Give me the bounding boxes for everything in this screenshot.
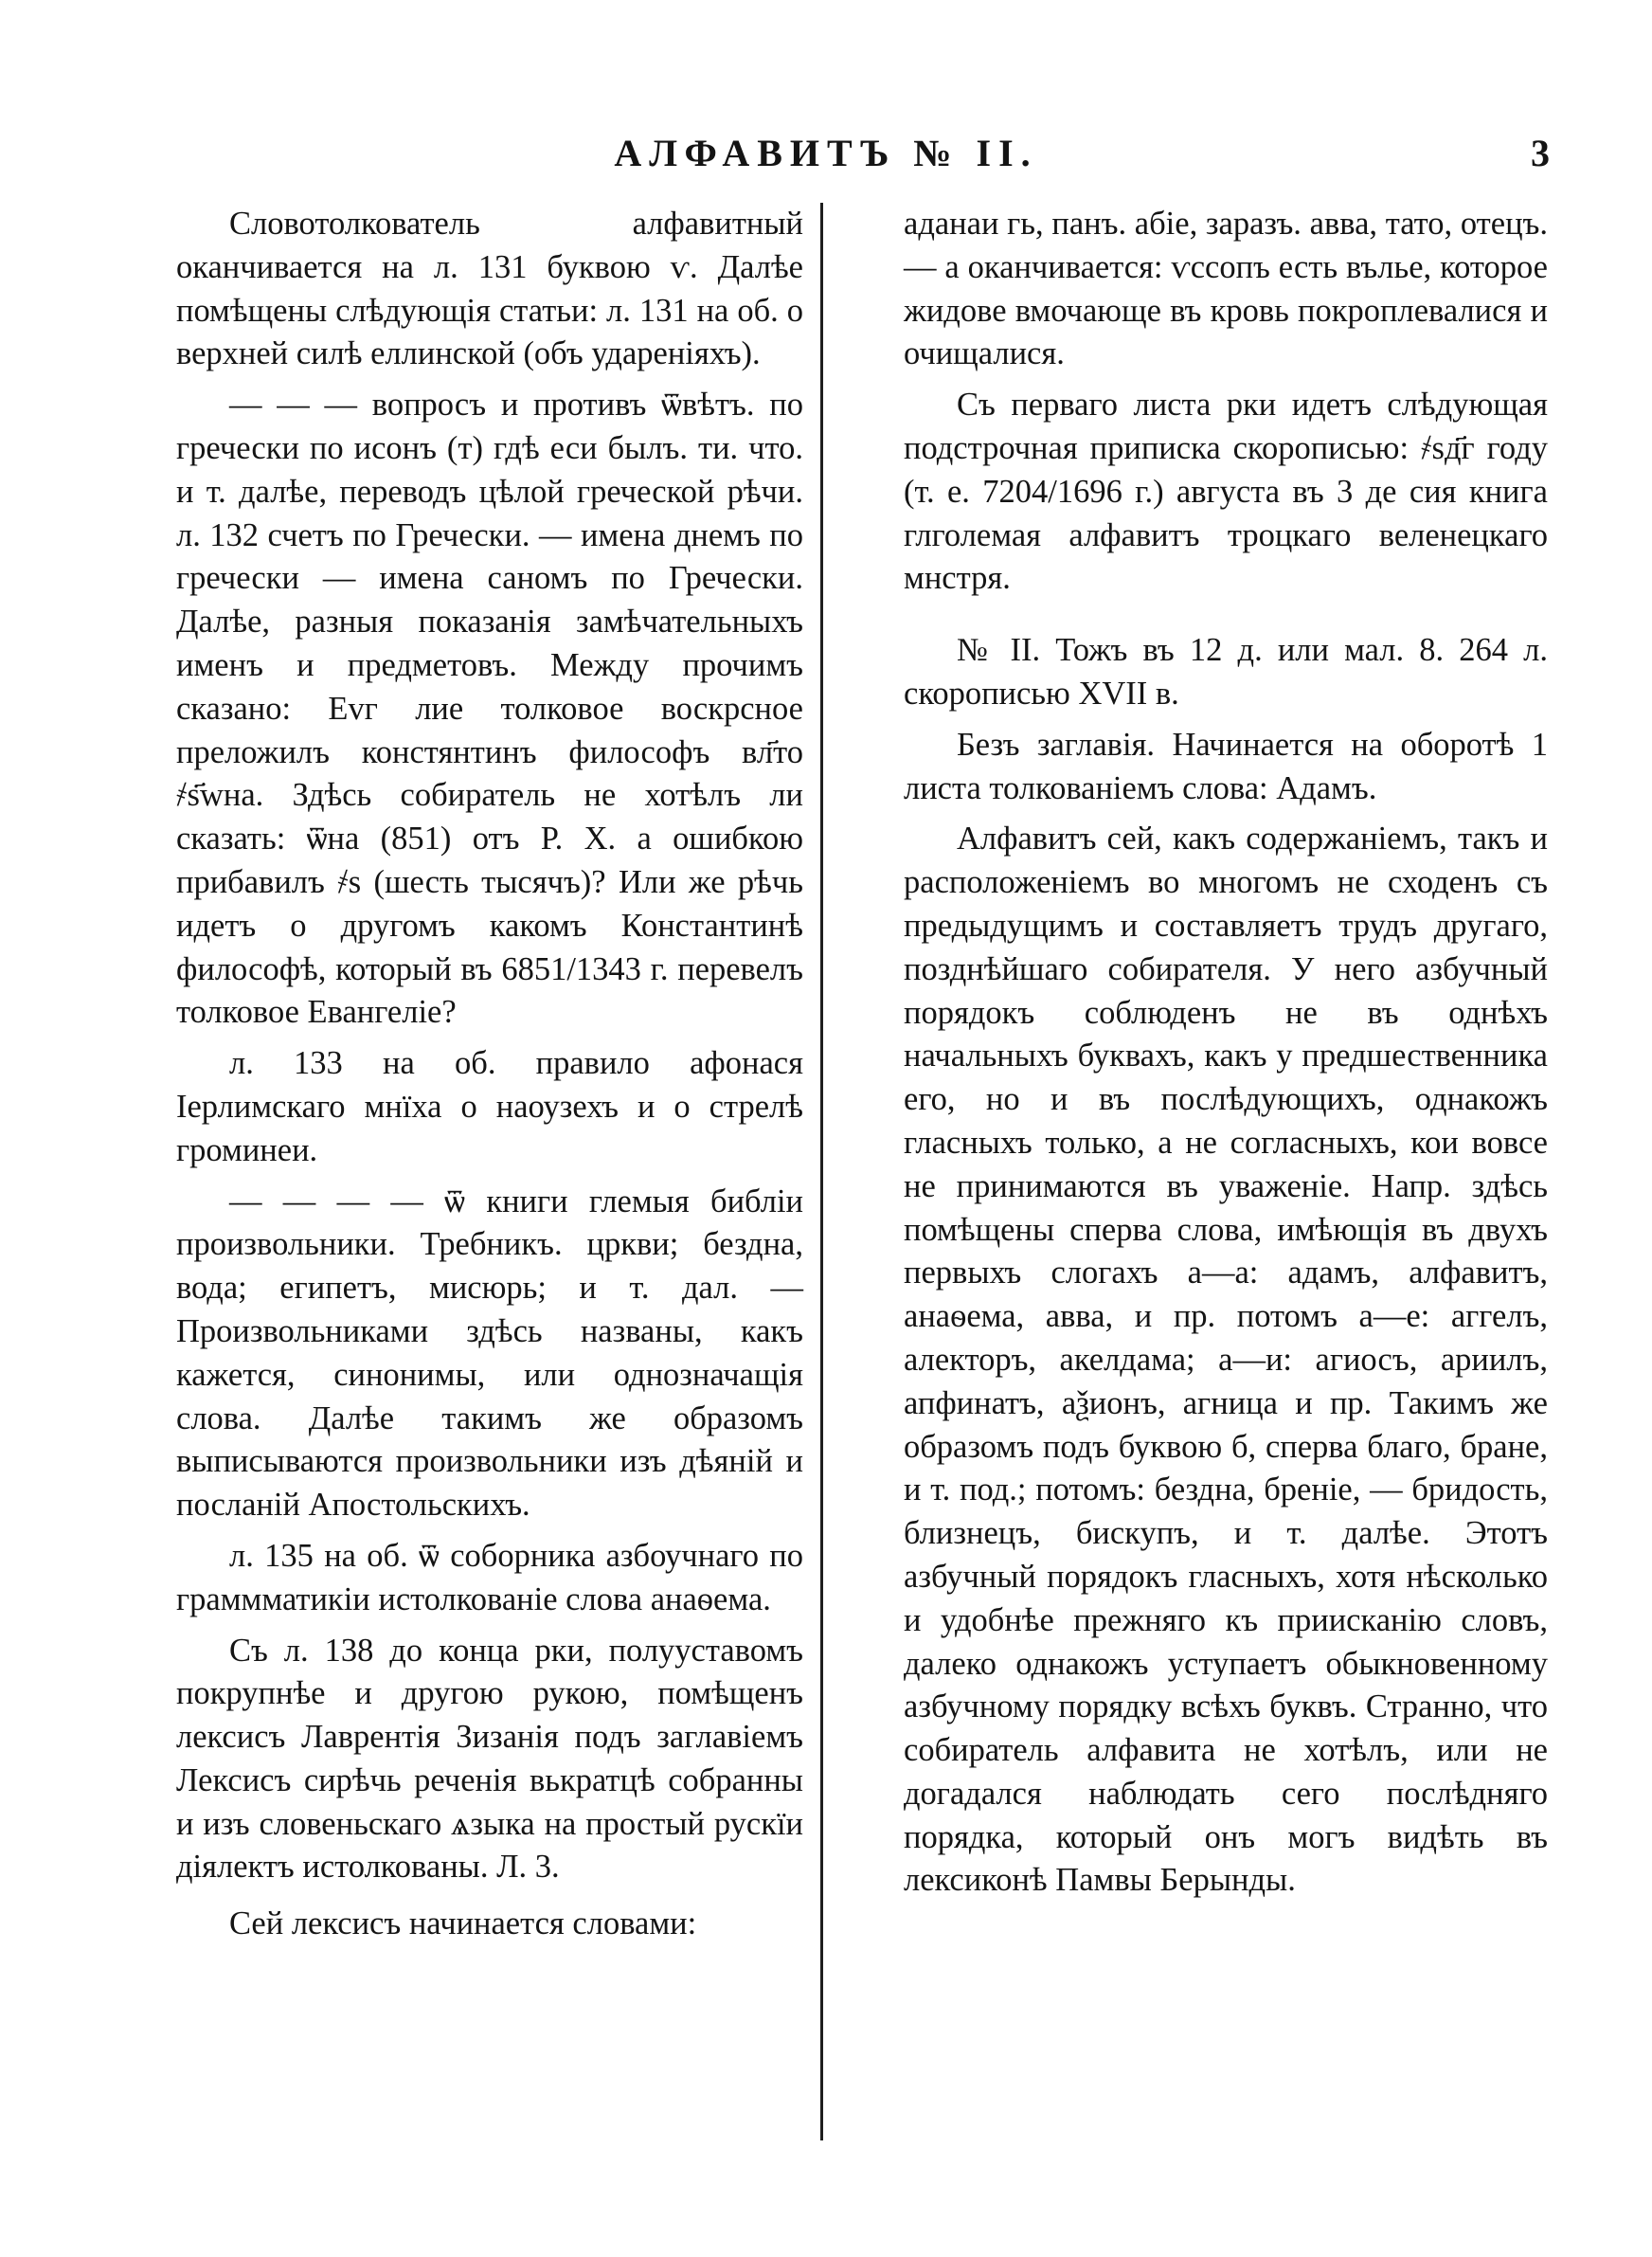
right-paragraph-4: Безъ заглавія. Начинается на оборотѣ 1 листа толкованіемъ слова: Адамъ. [904, 726, 1548, 806]
left-column [176, 203, 803, 1946]
left-paragraph-5: л. 135 на об. ѿ соборника азбоучнаго по граммматикіи истолкованіе слова анаѳема. [176, 1537, 803, 1617]
right-paragraph-2: Съ перваго листа рки идетъ слѣдующая подстрочная приписка скорописью: ҂ѕд҃г году (т. е. 7204/1696 г.) августа въ 3 де сия книга глголемая алфавитъ троцкаго веленецкаго мнстря. [904, 387, 1548, 597]
catalog-entry-heading: № II. Тожъ въ 12 д. или мал. 8. 264 л. скорописью XVII в. [904, 632, 1548, 712]
right-paragraph-5: Алфавитъ сей, какъ содержаніемъ, такъ и расположеніемъ во многомъ не сходенъ съ предыдущимъ и составляетъ трудъ другаго, позднѣйшаго собирателя. У него азбучный порядокъ соблюденъ не въ однѣхъ начальныхъ буквахъ, какъ у предшественника его, но и въ послѣдующихъ, однакожъ гласныхъ только, а не согласныхъ, кои вовсе не принимаются въ уваженіе. Напр. здѣсь помѣщены сперва слова, имѣющія въ двухъ первыхъ слогахъ а—а: адамъ, алфавитъ, анаѳема, авва, и пр. потомъ а—е: аггелъ, алекторъ, акелдама; а—и: агиосъ, ариилъ, апфинатъ, аѯионъ, агница и пр. Такимъ же образомъ подъ буквою б, сперва благо, бране, и т. под.; потомъ: бездна, бреніе, — бридость, близнецъ, бискупъ, и т. далѣе. Этотъ азбучный порядокъ гласныхъ, хотя нѣсколько и удобнѣе прежняго къ приисканію словъ, далеко однакожъ уступаетъ обыкновенному азбучному порядку всѣхъ буквъ. Странно, что собиратель алфавита не хотѣлъ, или не догадался наблюдать сего послѣдняго порядка, который онъ могъ видѣть въ лексиконѣ Памвы Берынды. [904, 821, 1548, 1899]
page-number: 3 [1531, 132, 1550, 174]
left-paragraph-7: Сей лексисъ начинается словами: [229, 1905, 697, 1942]
column-divider [820, 203, 823, 2140]
left-paragraph-6: Съ л. 138 до конца рки, полууставомъ покрупнѣе и другою рукою, помѣщенъ лексисъ Лаврентія Зизанія подъ заглавіемъ Лексисъ сирѣчь реченія вькратцѣ собранны и изъ словеньскаго ѧзыка на простый рускїи діялектъ истолкованы. Л. 3. [176, 1632, 803, 1886]
left-paragraph-3: л. 133 на об. правило афонася Іерлимскаго мнїха о наоузехъ и о стрелѣ громинеи. [176, 1045, 803, 1168]
right-column [904, 203, 1548, 1903]
left-paragraph-4: — — — — ѿ книги глемыя библіи произвольники. Требникъ. цркви; безднa, вода; египетъ, мисюрь; и т. дал. — Произвольниками здѣсь названы, какъ кажется, синонимы, или однозначащія слова. Далѣе такимъ же образомъ выписываются произвольники изъ дѣяній и посланій Апостольскихъ. [176, 1183, 803, 1524]
left-paragraph-1: Словотолкователь алфавитный оканчивается на л. 131 буквою ѵ. Далѣе помѣщены слѣдующія статьи: л. 131 на об. о верхней силѣ еллинской (объ удареніяхъ). [176, 206, 803, 372]
left-paragraph-2: — — — вопросъ и противъ ѿвѣтъ. по гречески по исонъ (т) гдѣ еси былъ. ти. что. и т. далѣе, переводъ цѣлой греческой рѣчи. л. 132 счетъ по Гречески. — имена днемъ по гречески — имена саномъ по Гречески. Далѣе, разныя показанія замѣчательныхъ именъ и предметовъ. Между прочимъ сказано: Еvг лие толковое воскрсное преложилъ констянтинъ философъ вл҃то ҂s҃wна. Здѣсь собиратель не хотѣлъ ли сказать: ѿна (851) отъ Р. Х. а ошибкою прибавилъ ҂s (шесть тысячъ)? Или же рѣчь идетъ о другомъ какомъ Константинѣ философѣ, который въ 6851/1343 г. перевелъ толковое Евангеліе? [176, 387, 803, 1031]
right-paragraph-1: аданаи гь, панъ. абіе, заразъ. авва, тато, отецъ. — а оканчивается: ѵссопъ есть вълье, которое жидове вмочающе въ кровь покроплевалися и очищалися. [904, 206, 1548, 372]
running-header [0, 131, 1652, 188]
header-title: АЛФАВИТЪ № II. [614, 132, 1038, 174]
